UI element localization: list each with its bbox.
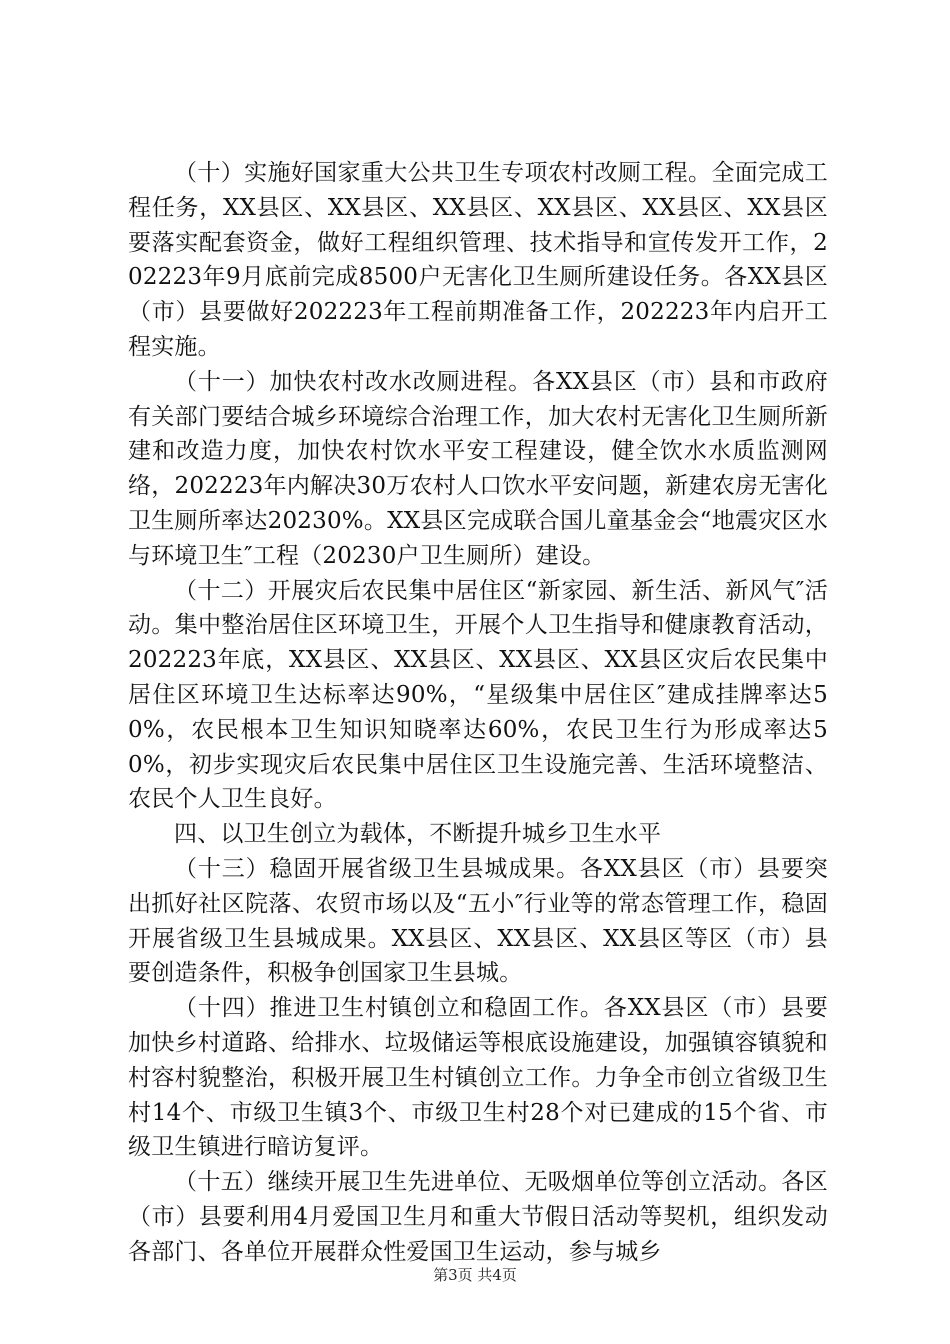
document-body xyxy=(128,156,828,1270)
page-number-footer: 第3页 共4页 xyxy=(433,1266,517,1284)
section-heading-4: 四、以卫生创立为载体，不断提升城乡卫生水平 xyxy=(174,821,662,848)
paragraph-item-11: （十一）加快农村改水改厕进程。各XX县区（市）县和市政府有关部门要结合城乡环境综合治理工作，加大农村无害化卫生厕所新建和改造力度，加快农村饮水平安工程建设，健全饮水水质监测网络，202223年内解决30万农村人口饮水平安问题，新建农房无害化卫生厕所率达20230%。XX县区完成联合国儿童基金会“地震灾区水与环境卫生″工程（20230户卫生厕所）建设。 xyxy=(128,368,828,569)
paragraph-item-15: （十五）继续开展卫生先进单位、无吸烟单位等创立活动。各区（市）县要利用4月爱国卫生月和重大节假日活动等契机，组织发动各部门、各单位开展群众性爱国卫生运动，参与城乡 xyxy=(128,1169,828,1265)
paragraph-item-10: （十）实施好国家重大公共卫生专项农村改厕工程。全面完成工程任务，XX县区、XX县区、XX县区、XX县区、XX县区、XX县区要落实配套资金，做好工程组织管理、技术指导和宣传发开工作，202223年9月底前完成8500户无害化卫生厕所建设任务。各XX县区（市）县要做好202223年工程前期准备工作，202223年内启开工程实施。 xyxy=(128,160,828,360)
paragraph-item-14: （十四）推进卫生村镇创立和稳固工作。各XX县区（市）县要加快乡村道路、给排水、垃圾储运等根底设施建设，加强镇容镇貌和村容村貌整治，积极开展卫生村镇创立工作。力争全市创立省级卫生村14个、市级卫生镇3个、市级卫生村28个对已建成的15个省、市级卫生镇进行暗访复评。 xyxy=(128,995,828,1161)
paragraph-item-12: （十二）开展灾后农民集中居住区“新家园、新生活、新风气″活动。集中整治居住区环境卫生，开展个人卫生指导和健康教育活动，202223年底，XX县区、XX县区、XX县区、XX县区灾后农民集中居住区环境卫生达标率达90%，“星级集中居住区″建成挂牌率达50%，农民根本卫生知识知晓率达60%，农民卫生行为形成率达50%，初步实现灾后农民集中居住区卫生设施完善、生活环境整洁、农民个人卫生良好。 xyxy=(128,577,828,813)
paragraph-item-13: （十三）稳固开展省级卫生县城成果。各XX县区（市）县要突出抓好社区院落、农贸市场以及“五小″行业等的常态管理工作，稳固开展省级卫生县城成果。XX县区、XX县区、XX县区等区（市）县要创造条件，积极争创国家卫生县城。 xyxy=(128,855,828,987)
